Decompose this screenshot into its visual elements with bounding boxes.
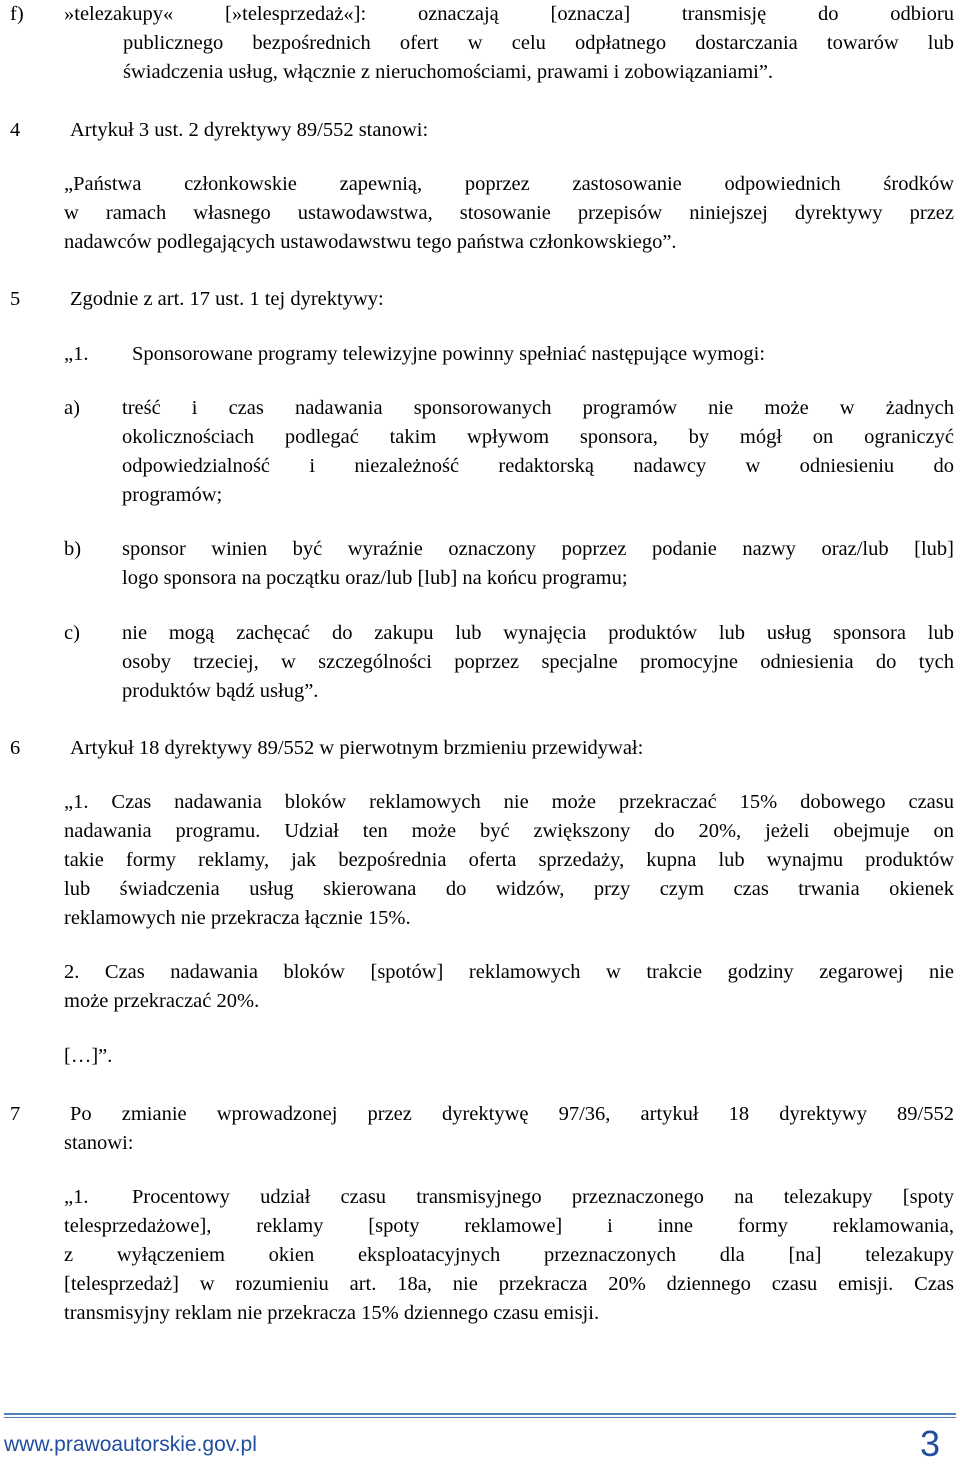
page-number: 3 [919, 1423, 940, 1464]
quote-line: reklamowych nie przekracza łącznie 15%. [64, 907, 411, 929]
quote-line: takie formy reklamy, jak bezpośrednia oferta sprzedaży, kupna lub wynajmu produktów [64, 849, 954, 871]
footnote-heading: Artykuł 18 dyrektywy 89/552 w pierwotnym brzmieniu przewidywał: [70, 737, 644, 759]
quote-line: Procentowy udział czasu transmisyjnego przeznaczonego na telezakupy [spoty [132, 1186, 954, 1208]
quote-line: nadawców podlegających ustawodawstwu tego państwa członkowskiego”. [64, 231, 677, 253]
item-label-b: b) [64, 538, 82, 560]
list-item-line: treść i czas nadawania sponsorowanych programów nie może w żadnych [122, 397, 954, 419]
quote-line: może przekraczać 20%. [64, 990, 260, 1012]
paragraph-line: świadczenia usług, włącznie z nieruchomościami, prawami i zobowiązaniami”. [123, 61, 774, 83]
footnote-number: 4 [10, 119, 21, 141]
quote-line: telesprzedażowe], reklamy [spoty reklamowe] i inne formy reklamowania, [64, 1215, 954, 1237]
quote-line: […]”. [64, 1045, 113, 1067]
quote-number: „1. [64, 343, 89, 365]
list-item-line: sponsor winien być wyraźnie oznaczony poprzez podanie nazwy oraz/lub [lub] [122, 538, 954, 560]
footnote-number: 5 [10, 288, 21, 310]
list-item-line: nie mogą zachęcać do zakupu lub wynajęcia produktów lub usług sponsora lub [122, 622, 954, 644]
item-label-c: c) [64, 622, 80, 644]
quote-line: „Państwa członkowskie zapewnią, poprzez zastosowanie odpowiednich środków [64, 173, 954, 195]
footer-divider [4, 1417, 956, 1418]
quote-line: lub świadczenia usług skierowana do widzów, przy czym czas trwania okienek [64, 878, 954, 900]
footnote-heading: stanowi: [64, 1132, 134, 1154]
footnote-number: 6 [10, 737, 21, 759]
list-item-line: produktów bądź usług”. [122, 680, 319, 702]
footnote-heading: Zgodnie z art. 17 ust. 1 tej dyrektywy: [70, 288, 384, 310]
list-item-line: odpowiedzialność i niezależność redaktorską nadawcy w odniesieniu do [122, 455, 954, 477]
footnote-heading: Artykuł 3 ust. 2 dyrektywy 89/552 stanowi: [70, 119, 429, 141]
footnote-number: 7 [10, 1103, 21, 1125]
quote-line: z wyłączeniem okien eksploatacyjnych przeznaczonych dla [na] telezakupy [64, 1244, 954, 1266]
list-item-line: programów; [122, 484, 223, 506]
quote-line: [telesprzedaż] w rozumieniu art. 18a, nie przekracza 20% dziennego czasu emisji. Czas [64, 1273, 954, 1295]
quote-line: transmisyjny reklam nie przekracza 15% dziennego czasu emisji. [64, 1302, 600, 1324]
quote-line: w ramach własnego ustawodawstwa, stosowanie przepisów niniejszej dyrektywy przez [64, 202, 954, 224]
quote-line: 2. Czas nadawania bloków [spotów] reklamowych w trakcie godziny zegarowej nie [64, 961, 954, 983]
quote-line: nadawania programu. Udział ten może być zwiększony do 20%, jeżeli obejmuje on [64, 820, 954, 842]
footer-url-link[interactable]: www.prawoautorskie.gov.pl [4, 1433, 257, 1456]
list-item-line: okolicznościach podlegać takim wpływom sponsora, by mógł on ograniczyć [122, 426, 954, 448]
quote-number: „1. [64, 1186, 89, 1208]
quote-line: Sponsorowane programy telewizyjne powinny spełniać następujące wymogi: [132, 343, 766, 365]
paragraph-line: »telezakupy« [»telesprzedaż«]: oznaczają [oznacza] transmisję do odbioru [64, 3, 954, 25]
list-item-line: logo sponsora na początku oraz/lub [lub] na końcu programu; [122, 567, 628, 589]
footer-divider [4, 1413, 956, 1415]
paragraph-line: publicznego bezpośrednich ofert w celu odpłatnego dostarczania towarów lub [123, 32, 954, 54]
item-label-f: f) [10, 3, 24, 25]
item-label-a: a) [64, 397, 80, 419]
footnote-heading: Po zmianie wprowadzonej przez dyrektywę 97/36, artykuł 18 dyrektywy 89/552 [70, 1103, 954, 1125]
list-item-line: osoby trzeciej, w szczególności poprzez specjalne promocyjne odniesienia do tych [122, 651, 954, 673]
quote-line: „1. Czas nadawania bloków reklamowych nie może przekraczać 15% dobowego czasu [64, 791, 954, 813]
